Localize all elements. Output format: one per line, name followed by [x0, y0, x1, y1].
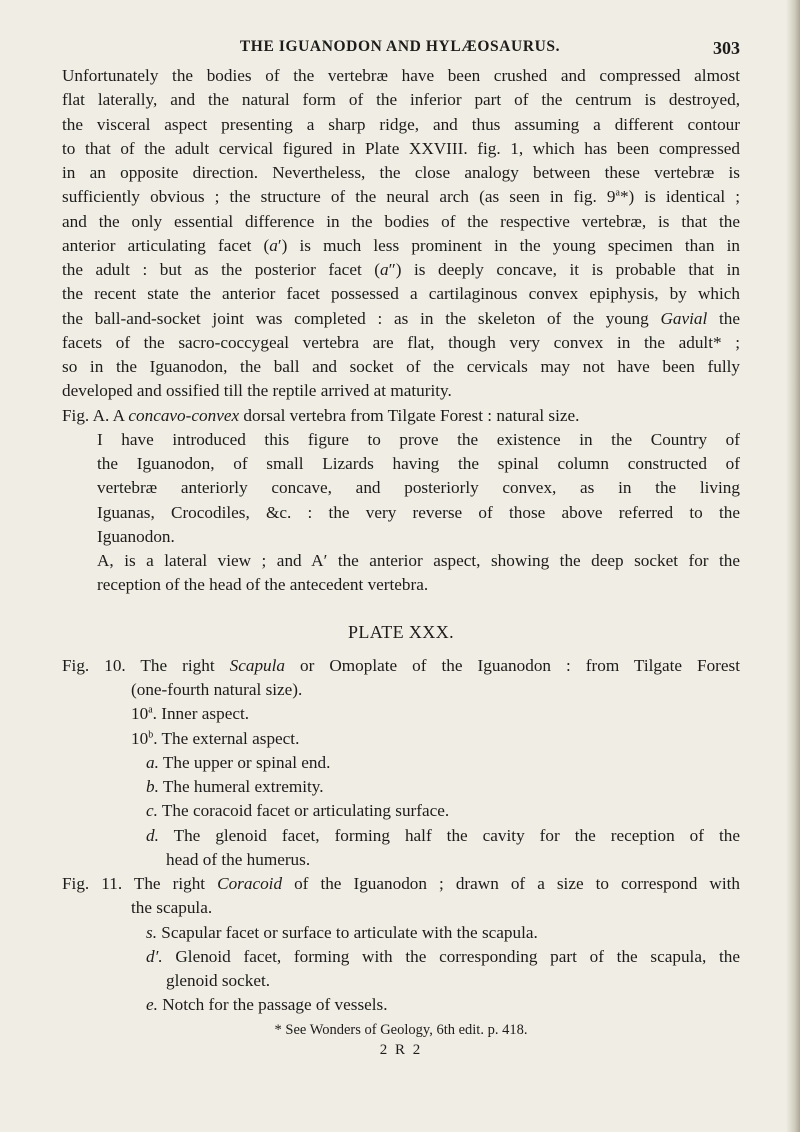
text-line: the adult : but as the posterior facet (a″) is deeply concave, it is probable that in — [62, 260, 741, 279]
text-line: the ball-and-socket joint was completed : as in the skeleton of the young Gavial the — [62, 308, 741, 328]
text-line: in an opposite direction. Nevertheless, the close analogy between these vertebræ is — [62, 163, 740, 182]
legend-item: b. The humeral extremity. — [146, 777, 324, 796]
text-line: facets of the sacro-coccygeal vertebra are flat, though very convex in the adult* ; — [62, 332, 740, 352]
text-line: and the only essential difference in the bodies of the respective vertebræ, is that the — [62, 211, 740, 231]
figure-11-description — [62, 872, 740, 1018]
text-line: the scapula. — [131, 898, 213, 918]
legend-item: a. The upper or spinal end. — [146, 752, 331, 772]
text-line: the recent state the anterior facet possessed a cartilaginous convex epiphysis, by which — [62, 284, 740, 304]
text-line: A, is a lateral view ; and A′ the anterior aspect, showing the deep socket for the — [97, 551, 740, 570]
text-line: Unfortunately the bodies of the vertebræ have been crushed and compressed almost — [62, 66, 740, 85]
body-text — [62, 64, 740, 1060]
text-line: glenoid socket. — [166, 971, 271, 990]
text-line: the Iguanodon, of small Lizards having the spinal column constructed of — [97, 454, 740, 473]
text-line: so in the Iguanodon, the ball and socket of the cervicals may not have been fully — [62, 357, 740, 376]
text-line: to that of the adult cervical figured in Plate XXVIII. fig. 1, which has been compressed — [62, 138, 740, 158]
page-header — [60, 38, 740, 60]
figure-caption: Fig. 10. The right Scapula or Omoplate of the Iguanodon : from Tilgate Forest — [62, 655, 740, 675]
sub-figure-a: 10$^a$. Inner aspect. — [131, 704, 250, 724]
legend-item: s. Scapular facet or surface to articulate with the scapula. — [146, 922, 538, 942]
figure-caption: Fig. 11. The right Coracoid of the Iguanodon ; drawn of a size to correspond with — [62, 874, 740, 893]
legend-item: d. The glenoid facet, forming half the cavity for the reception of the — [146, 825, 740, 845]
legend-item: e. Notch for the passage of vessels. — [146, 995, 388, 1015]
text-line: vertebræ anteriorly concave, and posteriorly convex, as in the living — [97, 478, 740, 498]
text-line: sufficiently obvious ; the structure of the neural arch (as seen in fig. 9$^a$*) is identical ; — [62, 187, 740, 207]
figure-caption: Fig. A. A concavo-convex dorsal vertebra from Tilgate Forest : natural size. — [62, 405, 580, 425]
text-line: I have introduced this figure to prove the existence in the Country of — [97, 429, 740, 449]
text-line: developed and ossified till the reptile arrived at maturity. — [62, 381, 452, 401]
paragraph-vertebrae — [62, 64, 740, 404]
text-line: reception of the head of the antecedent vertebra. — [97, 575, 429, 595]
sub-figure-b: 10$^b$. The external aspect. — [131, 728, 300, 748]
legend-item: c. The coracoid facet or articulating surface. — [146, 801, 450, 821]
footnote: * See Wonders of Geology, 6th edit. p. 418. — [274, 1021, 528, 1038]
signature-mark: 2 R 2 — [379, 1041, 423, 1058]
text-line: Iguanodon. — [97, 526, 175, 546]
text-line: the visceral aspect presenting a sharp ridge, and thus assuming a different contour — [62, 114, 740, 134]
text-line: Iguanas, Crocodiles, &c. : the very reverse of those above referred to the — [97, 502, 740, 522]
text-line: flat laterally, and the natural form of the inferior part of the centrum is destroyed, — [62, 90, 740, 110]
figure-10-description — [62, 654, 740, 872]
page-edge-shadow — [786, 0, 800, 1132]
page-number: 303 — [713, 38, 740, 58]
running-head: THE IGUANODON AND HYLÆOSAURUS. — [239, 38, 561, 55]
legend-item: d′. Glenoid facet, forming with the corresponding part of the scapula, the — [146, 946, 740, 966]
plate-heading: PLATE XXX. — [348, 621, 454, 642]
figure-a-description — [62, 404, 740, 598]
text-line: anterior articulating facet (a′) is much less prominent in the young specimen than in — [62, 235, 741, 255]
text-line: (one-fourth natural size). — [131, 680, 303, 699]
text-line: head of the humerus. — [166, 849, 311, 869]
